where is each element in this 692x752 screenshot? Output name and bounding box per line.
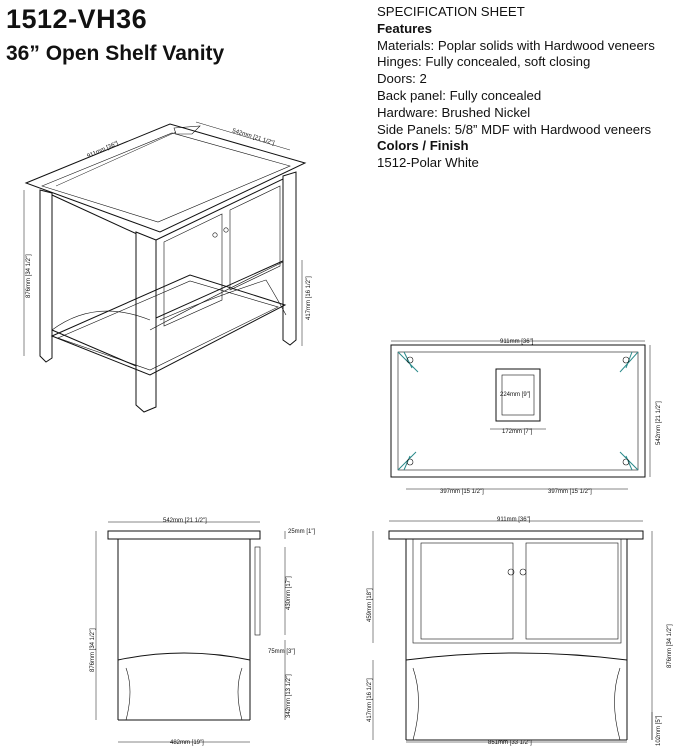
iso-depth-dim: 542mm [21 1/2"] [231,128,276,147]
feature-side-panels: Side Panels: 5/8” MDF with Hardwood veneers [377,121,652,137]
top-cutout-height-dim: 224mm [9"] [500,392,531,398]
side-height-dim: 876mm [34 1/2"] [90,628,96,672]
feature-doors: Doors: 2 [377,71,427,87]
product-title: 36” Open Shelf Vanity [6,42,225,65]
spec-sheet-title: SPECIFICATION SHEET [377,4,525,19]
front-foot-dim: 102mm [5"] [656,715,662,746]
front-door-dim: 459mm [18"] [367,588,373,622]
front-shelf-dim: 417mm [16 1/2"] [367,678,373,722]
side-door-dim: 430mm [17"] [286,576,292,610]
iso-shelf-dim: 417mm [16 1/2"] [306,276,312,320]
features-heading: Features [377,20,432,36]
model-number: 1512-VH36 [6,4,148,34]
top-cutout-width-dim: 172mm [7"] [502,429,533,435]
feature-hinges: Hinges: Fully concealed, soft closing [377,54,591,70]
iso-height-dim: 876mm [34 1/2"] [26,254,32,298]
feature-back-panel: Back panel: Fully concealed [377,87,542,103]
front-width-dim: 911mm [36"] [497,517,531,523]
colors-heading: Colors / Finish [377,138,469,154]
side-top-thickness-dim: 25mm [1"] [288,529,316,535]
side-shelf-dim: 342mm [13 1/2"] [286,674,292,718]
top-depth-dim: 542mm [21 1/2"] [656,401,662,445]
feature-hardware: Hardware: Brushed Nickel [377,104,531,120]
iso-width-dim: 911mm [36"] [86,140,120,160]
isometric-view [24,122,312,412]
color-option: 1512-Polar White [377,155,479,171]
feature-materials: Materials: Poplar solids with Hardwood veneers [377,37,655,53]
top-right-half-dim: 397mm [15 1/2"] [548,489,592,495]
side-view [90,518,315,746]
side-rail-dim: 75mm [3"] [268,649,296,655]
front-base-dim: 851mm [33 1/2"] [488,740,532,746]
front-view [367,517,673,746]
side-depth-dim: 542mm [21 1/2"] [163,518,207,524]
top-view [391,339,662,495]
top-left-half-dim: 397mm [15 1/2"] [440,489,484,495]
side-base-dim: 482mm [19"] [170,740,204,746]
top-width-dim: 911mm [36"] [500,339,534,345]
front-height-dim: 876mm [34 1/2"] [667,624,673,668]
